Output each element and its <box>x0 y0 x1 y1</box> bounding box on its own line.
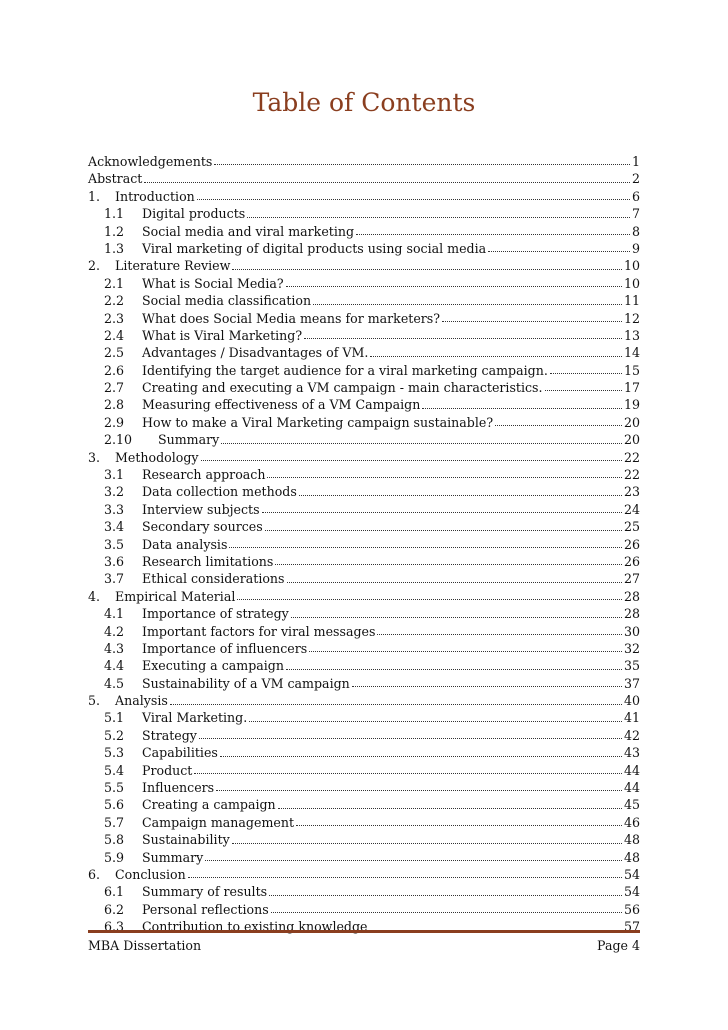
toc-entry[interactable] <box>88 275 640 292</box>
toc-entry-label: What does Social Media means for marketers? <box>142 310 441 326</box>
toc-entry-number: 3.1 <box>104 467 125 483</box>
toc-entry-page: 45 <box>623 797 640 813</box>
toc-entry[interactable] <box>88 588 640 605</box>
toc-entry-number: 4.2 <box>104 623 125 639</box>
toc-dot-leader <box>232 269 622 270</box>
toc-entry-page: 11 <box>623 293 640 309</box>
toc-dot-leader <box>422 408 622 409</box>
toc-entry-label: Capabilities <box>142 745 218 761</box>
toc-dot-leader <box>220 756 622 757</box>
toc-dot-leader <box>249 721 622 722</box>
toc-dot-leader <box>201 460 622 461</box>
toc-entry-label: Strategy <box>142 727 197 743</box>
toc-dot-leader <box>309 651 622 652</box>
toc-entry[interactable] <box>88 310 640 327</box>
toc-entry[interactable] <box>88 153 640 170</box>
toc-entry[interactable] <box>88 292 640 309</box>
toc-entry[interactable] <box>88 170 640 187</box>
toc-entry-label: Executing a campaign <box>142 658 284 674</box>
toc-entry-number: 5.3 <box>104 745 125 761</box>
toc-dot-leader <box>205 860 622 861</box>
toc-entry-number: 3.5 <box>104 536 125 552</box>
toc-entry-label: Summary of results <box>142 884 268 900</box>
toc-entry-label: Creating a campaign <box>142 797 276 813</box>
toc-entry-label: Introduction <box>115 188 195 204</box>
toc-entry-label: How to make a Viral Marketing campaign sustainable? <box>142 414 494 430</box>
toc-entry[interactable] <box>88 240 640 257</box>
toc-dot-leader <box>291 617 622 618</box>
toc-entry-page: 48 <box>623 832 640 848</box>
toc-dot-leader <box>237 599 622 600</box>
toc-dot-leader <box>221 443 622 444</box>
toc-entry-label: Important factors for viral messages <box>142 623 376 639</box>
toc-entry-number: 3. <box>88 449 101 465</box>
toc-entry[interactable] <box>88 483 640 500</box>
toc-entry[interactable] <box>88 431 640 448</box>
toc-entry-page: 46 <box>623 814 640 830</box>
toc-entry-number: 2.5 <box>104 345 125 361</box>
toc-entry[interactable] <box>88 623 640 640</box>
toc-dot-leader <box>488 251 630 252</box>
toc-entry-page: 8 <box>631 223 640 239</box>
toc-dot-leader <box>545 390 622 391</box>
toc-dot-leader <box>262 512 622 513</box>
toc-entry-page: 20 <box>623 414 640 430</box>
toc-entry[interactable] <box>88 901 640 918</box>
toc-entry-page: 17 <box>623 380 640 396</box>
toc-entry-page: 26 <box>623 553 640 569</box>
toc-entry-page: 27 <box>623 571 640 587</box>
toc-entry[interactable] <box>88 396 640 413</box>
toc-dot-leader <box>170 704 622 705</box>
toc-dot-leader <box>275 564 622 565</box>
toc-entry[interactable] <box>88 188 640 205</box>
toc-entry-label: Sustainability of a VM campaign <box>142 675 350 691</box>
toc-entry-page: 28 <box>623 588 640 604</box>
toc-entry-label: Research approach <box>142 467 266 483</box>
toc-dot-leader <box>352 686 622 687</box>
toc-entry[interactable] <box>88 831 640 848</box>
toc-entry-number: 5.7 <box>104 814 125 830</box>
toc-dot-leader <box>287 582 622 583</box>
toc-entry[interactable] <box>88 605 640 622</box>
toc-entry-number: 3.4 <box>104 519 125 535</box>
toc-entry[interactable] <box>88 414 640 431</box>
toc-entry-page: 37 <box>623 675 640 691</box>
toc-entry-page: 9 <box>631 240 640 256</box>
toc-entry-number: 3.2 <box>104 484 125 500</box>
toc-entry[interactable] <box>88 518 640 535</box>
toc-dot-leader <box>229 547 622 548</box>
toc-entry-label: Social media classification <box>142 293 312 309</box>
table-of-contents <box>88 153 640 936</box>
toc-entry-page: 14 <box>623 345 640 361</box>
toc-entry-number: 6.1 <box>104 884 125 900</box>
toc-entry-page: 23 <box>623 484 640 500</box>
toc-entry-page: 54 <box>623 884 640 900</box>
toc-entry[interactable] <box>88 849 640 866</box>
toc-entry[interactable] <box>88 762 640 779</box>
footer-rule <box>88 930 640 933</box>
page-title: Table of Contents <box>252 88 476 117</box>
toc-entry-label: Viral Marketing. <box>142 710 248 726</box>
toc-entry-label: Conclusion <box>115 867 186 882</box>
toc-entry-page: 41 <box>623 710 640 726</box>
toc-dot-leader <box>356 234 630 235</box>
toc-entry-page: 57 <box>623 919 640 935</box>
toc-entry-label: Summary <box>142 849 204 865</box>
toc-entry[interactable] <box>88 466 640 483</box>
toc-entry-label: What is Viral Marketing? <box>142 327 303 343</box>
toc-entry-label: Acknowledgements <box>88 153 213 169</box>
toc-entry-number: 1.2 <box>104 223 125 239</box>
toc-dot-leader <box>247 217 630 218</box>
toc-dot-leader <box>286 669 622 670</box>
toc-entry[interactable] <box>88 710 640 727</box>
toc-entry-label: Analysis <box>115 693 168 709</box>
toc-dot-leader <box>271 912 622 913</box>
toc-entry[interactable] <box>88 640 640 657</box>
toc-entry-label: Influencers <box>142 780 215 796</box>
toc-entry-label: Empirical Material <box>115 588 236 604</box>
toc-entry[interactable] <box>88 657 640 674</box>
toc-dot-leader <box>299 495 622 496</box>
toc-entry-label: Data collection methods <box>142 484 297 500</box>
toc-entry-number: 4. <box>88 588 101 604</box>
toc-entry[interactable] <box>88 744 640 761</box>
toc-entry-number: 5.2 <box>104 727 125 743</box>
toc-entry-label: Measuring effectiveness of a VM Campaign <box>142 397 421 413</box>
toc-entry-page: 44 <box>623 780 640 796</box>
toc-entry-label: Social media and viral marketing <box>142 223 355 239</box>
toc-entry[interactable] <box>88 692 640 709</box>
toc-entry[interactable] <box>88 501 640 518</box>
toc-entry[interactable] <box>88 814 640 831</box>
toc-entry-label: Sustainability <box>142 832 230 848</box>
toc-dot-leader <box>269 895 622 896</box>
toc-entry-number: 5.8 <box>104 832 125 848</box>
toc-entry-number: 1. <box>88 188 101 204</box>
toc-entry-number: 2.8 <box>104 397 125 413</box>
toc-entry-label: What is Social Media? <box>142 275 284 291</box>
toc-dot-leader <box>197 199 630 200</box>
toc-entry-page: 15 <box>623 362 640 378</box>
toc-entry-number: 3.7 <box>104 571 125 587</box>
toc-entry[interactable] <box>88 223 640 240</box>
toc-entry[interactable] <box>88 675 640 692</box>
toc-entry-page: 6 <box>631 188 640 204</box>
toc-entry-number: 4.1 <box>104 606 125 622</box>
toc-entry-label: Ethical considerations <box>142 571 285 587</box>
toc-entry-label: Summary <box>158 432 220 448</box>
toc-entry[interactable] <box>88 796 640 813</box>
toc-entry-page: 24 <box>623 501 640 517</box>
toc-entry-page: 43 <box>623 745 640 761</box>
toc-entry-label: Importance of influencers <box>142 640 308 656</box>
toc-entry-label: Contribution to existing knowledge <box>142 919 368 935</box>
toc-entry-label: Research limitations <box>142 553 274 569</box>
toc-entry[interactable] <box>88 344 640 361</box>
toc-entry-page: 44 <box>623 762 640 778</box>
toc-entry[interactable] <box>88 727 640 744</box>
toc-entry-number: 2. <box>88 258 101 274</box>
toc-entry-number: 2.10 <box>104 432 133 448</box>
toc-dot-leader <box>199 738 622 739</box>
toc-entry-page: 48 <box>623 849 640 865</box>
toc-entry-page: 10 <box>623 275 640 291</box>
toc-entry-page: 22 <box>623 449 640 465</box>
footer-page-number: Page 4 <box>597 938 640 953</box>
toc-entry-page: 54 <box>623 867 640 882</box>
toc-entry-label: Importance of strategy <box>142 606 289 622</box>
toc-entry-number: 5.6 <box>104 797 125 813</box>
toc-entry-number: 2.6 <box>104 362 125 378</box>
toc-dot-leader <box>265 530 622 531</box>
toc-entry[interactable] <box>88 866 640 883</box>
toc-entry-number: 6.2 <box>104 901 125 917</box>
toc-entry-number: 3.3 <box>104 501 125 517</box>
toc-entry-page: 40 <box>623 693 640 709</box>
toc-entry-label: Viral marketing of digital products using social media <box>142 240 487 256</box>
toc-entry-page: 7 <box>631 206 640 222</box>
toc-entry-number: 2.9 <box>104 414 125 430</box>
toc-entry-page: 2 <box>631 171 640 187</box>
toc-entry-label: Methodology <box>115 449 199 465</box>
toc-entry-number: 4.5 <box>104 675 125 691</box>
toc-entry-number: 2.2 <box>104 293 125 309</box>
toc-entry-label: Advantages / Disadvantages of VM. <box>142 345 369 361</box>
toc-entry-number: 6. <box>88 867 101 882</box>
toc-dot-leader <box>232 843 622 844</box>
toc-entry-label: Creating and executing a VM campaign - main characteristics. <box>142 380 543 396</box>
toc-entry-page: 28 <box>623 606 640 622</box>
toc-entry-page: 25 <box>623 519 640 535</box>
toc-entry[interactable] <box>88 362 640 379</box>
toc-dot-leader <box>194 773 622 774</box>
toc-entry-number: 6.3 <box>104 919 125 935</box>
toc-dot-leader <box>370 356 622 357</box>
toc-entry[interactable] <box>88 883 640 900</box>
toc-entry-page: 20 <box>623 432 640 448</box>
toc-entry-label: Product <box>142 762 193 778</box>
toc-entry-label: Abstract <box>88 171 143 187</box>
toc-entry-page: 13 <box>623 327 640 343</box>
toc-dot-leader <box>188 877 622 878</box>
toc-dot-leader <box>286 286 622 287</box>
toc-entry[interactable] <box>88 553 640 570</box>
toc-entry-label: Literature Review <box>115 258 231 274</box>
toc-entry-page: 30 <box>623 623 640 639</box>
toc-dot-leader <box>304 338 622 339</box>
toc-dot-leader <box>216 790 622 791</box>
toc-entry-label: Digital products <box>142 206 246 222</box>
toc-dot-leader <box>214 164 630 165</box>
toc-dot-leader <box>278 808 622 809</box>
toc-entry-number: 1.1 <box>104 206 125 222</box>
toc-entry-page: 26 <box>623 536 640 552</box>
toc-entry[interactable] <box>88 205 640 222</box>
toc-entry-page: 19 <box>623 397 640 413</box>
toc-entry[interactable] <box>88 257 640 274</box>
toc-entry-label: Identifying the target audience for a viral marketing campaign. <box>142 362 548 378</box>
toc-entry-number: 2.1 <box>104 275 125 291</box>
toc-entry-number: 4.4 <box>104 658 125 674</box>
toc-dot-leader <box>442 321 622 322</box>
toc-entry-page: 12 <box>623 310 640 326</box>
toc-entry[interactable] <box>88 449 640 466</box>
toc-entry-number: 1.3 <box>104 240 125 256</box>
toc-entry[interactable] <box>88 327 640 344</box>
toc-dot-leader <box>495 425 622 426</box>
toc-entry-number: 2.7 <box>104 380 125 396</box>
toc-entry-number: 5. <box>88 693 101 709</box>
toc-dot-leader <box>377 634 622 635</box>
footer-document-title: MBA Dissertation <box>88 938 202 953</box>
toc-entry-label: Secondary sources <box>142 519 263 535</box>
toc-entry[interactable] <box>88 779 640 796</box>
toc-entry[interactable] <box>88 536 640 553</box>
toc-dot-leader <box>313 304 622 305</box>
toc-entry-number: 5.4 <box>104 762 125 778</box>
toc-entry-number: 5.5 <box>104 780 125 796</box>
toc-entry[interactable] <box>88 379 640 396</box>
toc-entry[interactable] <box>88 570 640 587</box>
toc-dot-leader <box>296 825 622 826</box>
toc-entry-page: 1 <box>631 153 640 169</box>
toc-dot-leader <box>267 477 622 478</box>
toc-entry-label: Personal reflections <box>142 901 269 917</box>
toc-entry-label: Data analysis <box>142 536 228 552</box>
toc-entry-number: 5.1 <box>104 710 125 726</box>
toc-entry-page: 32 <box>623 640 640 656</box>
toc-entry-label: Interview subjects <box>142 501 260 517</box>
toc-entry-page: 10 <box>623 258 640 274</box>
toc-entry-number: 2.4 <box>104 327 125 343</box>
toc-entry-page: 56 <box>623 901 640 917</box>
toc-entry-label: Campaign management <box>142 814 295 830</box>
toc-entry-page: 35 <box>623 658 640 674</box>
toc-dot-leader <box>550 373 622 374</box>
toc-entry-number: 4.3 <box>104 640 125 656</box>
toc-entry-number: 5.9 <box>104 849 125 865</box>
toc-entry-page: 22 <box>623 467 640 483</box>
toc-entry-number: 3.6 <box>104 553 125 569</box>
toc-entry-number: 2.3 <box>104 310 125 326</box>
toc-dot-leader <box>144 182 630 183</box>
toc-entry-page: 42 <box>623 727 640 743</box>
